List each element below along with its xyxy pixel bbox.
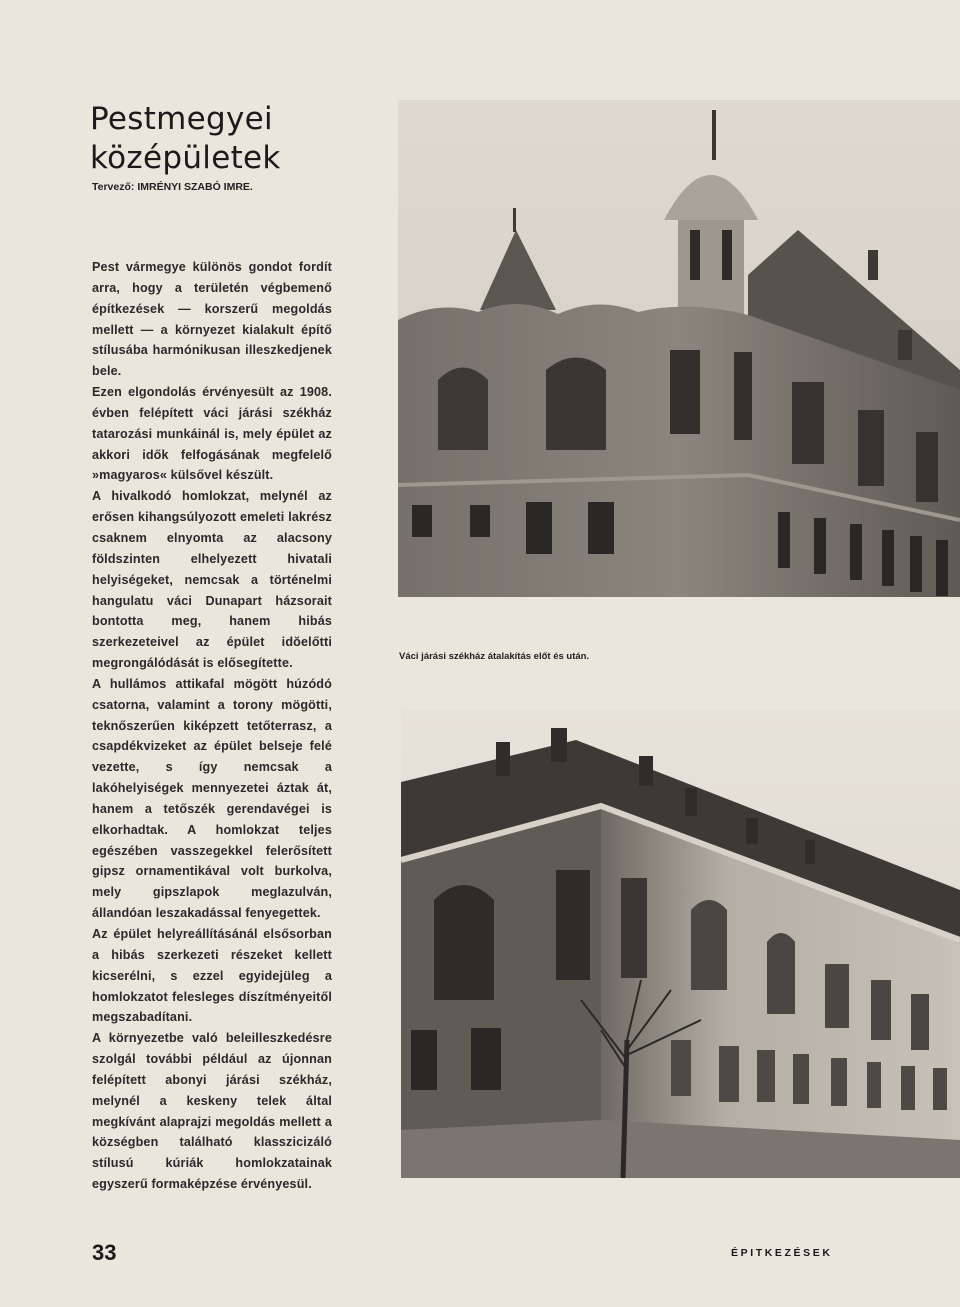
paragraph-2: Ezen elgondolás érvényesült az 1908. évben felépített váci járási székház tatarozási munkáinál is, mely épület az akkori idők felfogásának megfelelő »magyaros« külsővel készült. bbox=[92, 385, 332, 483]
designer-credit: Tervező: IMRÉNYI SZABÓ IMRE. bbox=[92, 181, 253, 193]
title-line-2: középületek bbox=[90, 140, 281, 176]
title-line-1: Pestmegyei bbox=[90, 101, 273, 137]
article-body bbox=[92, 257, 332, 1195]
paragraph-6: A környezetbe való beleilleszkedésre szolgál további például az újonnan felépített abonyi járási székház, melynél a keskeny telek által megkívánt alaprajzi megoldás mellett a községben található klasszicizáló stílusú kúriák homlokzatainak egyszerű formaképzése érvényesül. bbox=[92, 1031, 332, 1192]
article-title bbox=[90, 100, 370, 178]
journal-name: ÉPITKEZÉSEK bbox=[731, 1247, 833, 1259]
photo-caption: Váci járási székház átalakítás előt és után. bbox=[399, 651, 590, 662]
paragraph-5: Az épület helyreállításánál elsősorban a hibás szerkezeti részeket kellett kicserélni, s ezzel egyidejüleg a homlokzatot felesleges díszítményeitől megszabadítani. bbox=[92, 927, 332, 1025]
photo-building-before bbox=[398, 100, 960, 597]
paragraph-1: Pest vármegye különös gondot fordít arra, hogy a területén végbemenő építkezések — korszerű megoldás mellett — a környezet kialakult építő stílusába harmónikusan illeszkedjenek bele. bbox=[92, 260, 332, 379]
paragraph-4: A hullámos attikafal mögött húzódó csatorna, valamint a torony mögötti, teknőszerűen kiképzett tetőterrasz, a csapdékvizeket az épület belseje felé vezette, s így nemcsak a lakóhelyiségek mennyezetei áztak át, hanem a tetőszék gerendavégei is elkorhadtak. A homlokzat teljes egészében vasszegekkel felerősített gipsz ornamentikával volt burkolva, mely gipszlapok meglazulván, állandóan leszakadással fenyegettek. bbox=[92, 676, 332, 921]
paragraph-3: A hivalkodó homlokzat, melynél az erősen kihangsúlyozott emeleti lakrész csaknem elnyomta az alacsony földszinten elhelyezett hivatali helyiségeket, nemcsak a történelmi hangulatu váci Dunapart házsorait bontotta meg, hanem hibás szerkezeteivel az épület idŏelőtti megrongálódását is elősegítette. bbox=[92, 489, 332, 671]
photo-after-drawing bbox=[401, 710, 960, 1178]
photo-building-after bbox=[401, 710, 960, 1178]
photo-before-drawing bbox=[398, 100, 960, 597]
page-number: 33 bbox=[92, 1240, 117, 1265]
